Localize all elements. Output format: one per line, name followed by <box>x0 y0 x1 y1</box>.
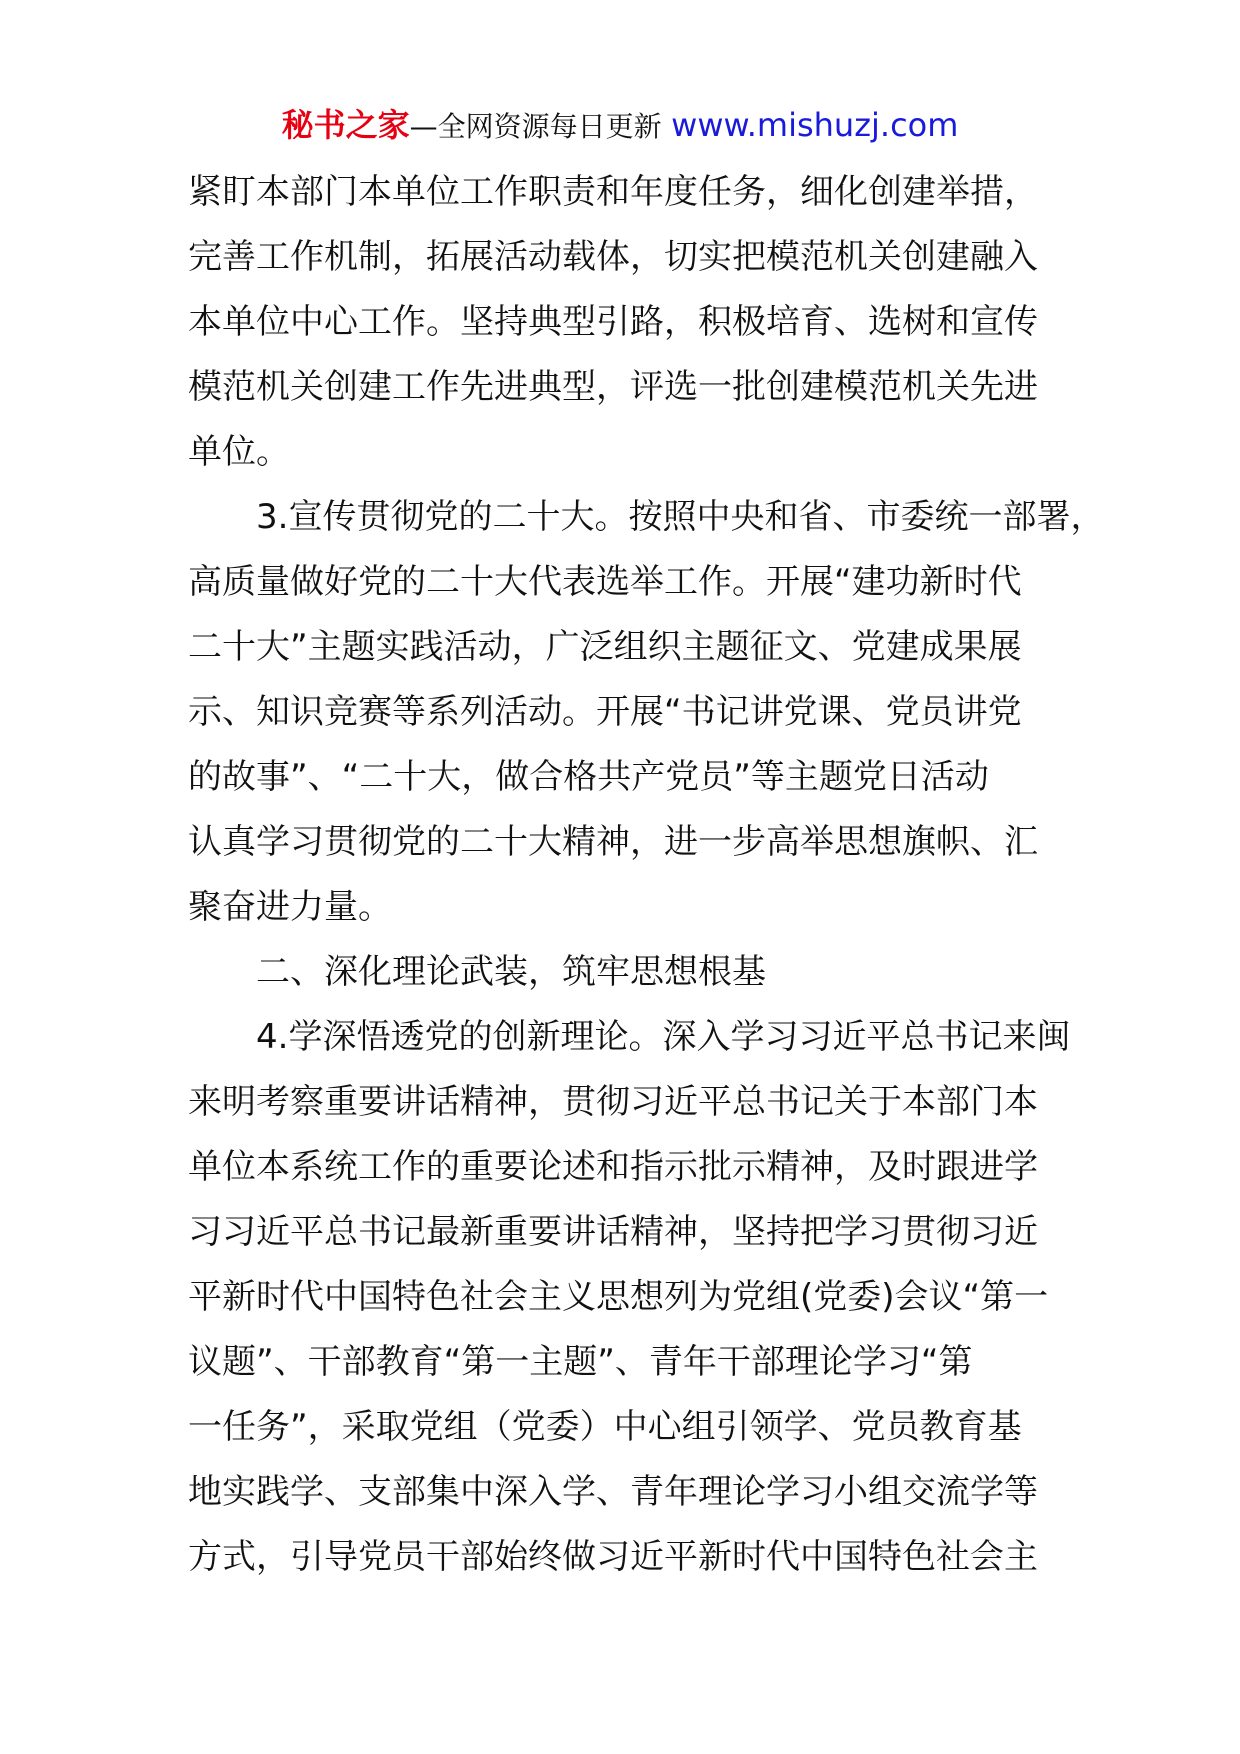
slogan: —全网资源每日更新 <box>409 110 662 143</box>
text-line: 习习近平总书记最新重要讲话精神，坚持把学习贯彻习近 <box>188 1212 1038 1252</box>
text-line: 方式，引导党员干部始终做习近平新时代中国特色社会主 <box>188 1537 1038 1577</box>
brand-name: 秘书之家 <box>281 106 410 144</box>
text-line: 议题”、干部教育“第一主题”、青年干部理论学习“第 <box>188 1342 973 1382</box>
text-line: 二十大”主题实践活动，广泛组织主题征文、党建成果展 <box>188 627 1022 667</box>
text-line: 二、深化理论武装，筑牢思想根基 <box>256 952 766 992</box>
text-line: 示、知识竞赛等系列活动。开展“书记讲党课、党员讲党 <box>188 692 1022 732</box>
text-line: 完善工作机制，拓展活动载体，切实把模范机关创建融入 <box>188 237 1038 277</box>
text-line: 来明考察重要讲话精神，贯彻习近平总书记关于本部门本 <box>188 1082 1038 1122</box>
paragraph <box>188 485 1105 940</box>
text-line: 地实践学、支部集中深入学、青年理论学习小组交流学等 <box>188 1472 1038 1512</box>
text-line: 平新时代中国特色社会主义思想列为党组(党委)会议“第一 <box>188 1277 1049 1317</box>
paragraph <box>188 1005 1078 1590</box>
document-body <box>188 160 1105 1590</box>
text-line: 一任务”，采取党组（党委）中心组引领学、党员教育基 <box>188 1407 1022 1447</box>
text-line: 模范机关创建工作先进典型，评选一批创建模范机关先进 <box>188 367 1038 407</box>
text-line: 紧盯本部门本单位工作职责和年度任务，细化创建举措， <box>188 172 1038 212</box>
text-line: 的故事”、“二十大，做合格共产党员”等主题党日活动 <box>188 757 989 797</box>
text-line: 本单位中心工作。坚持典型引路，积极培育、选树和宣传 <box>188 302 1038 342</box>
text-line: 聚奋进力量。 <box>188 887 392 927</box>
paragraph <box>188 160 1078 485</box>
site-url: www.mishuzj.com <box>671 106 959 144</box>
text-line: 3.宣传贯彻党的二十大。按照中央和省、市委统一部署， <box>256 497 1105 537</box>
text-line: 单位本系统工作的重要论述和指示批示精神，及时跟进学 <box>188 1147 1038 1187</box>
watermark-header <box>0 100 1240 152</box>
section-heading <box>188 940 1078 1005</box>
text-line: 认真学习贯彻党的二十大精神，进一步高举思想旗帜、汇 <box>188 822 1038 862</box>
text-line: 高质量做好党的二十大代表选举工作。开展“建功新时代 <box>188 562 1022 602</box>
text-line: 4.学深悟透党的创新理论。深入学习习近平总书记来闽 <box>256 1017 1071 1057</box>
text-line: 单位。 <box>188 432 290 472</box>
